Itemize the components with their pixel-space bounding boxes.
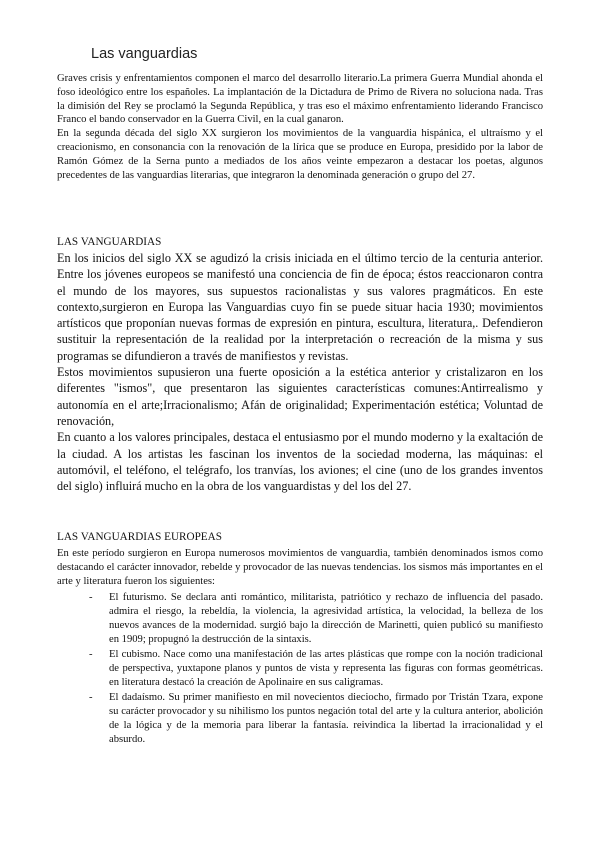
section-heading-vanguardias-europeas: LAS VANGUARDIAS EUROPEAS	[57, 531, 222, 543]
list-item-text: El dadaísmo. Su primer manifiesto en mil novecientos dieciocho, firmado por Tristán Tzara, expone su carácter provocador y su nihilismo los puntos negación total del arte y la cultura anterior, abolición de la lógica y de la memoria para liberar la fantasía. reivindica la libertad la irracionalidad y el absurdo.	[109, 692, 543, 745]
dash-bullet: -	[89, 692, 93, 703]
list-item	[57, 648, 543, 690]
vanguardias-europeas-intro-text: En este período surgieron en Europa numerosos movimientos de vanguardia, también denominados ismos como destacando el carácter innovador, rebelde y provocador de las nuevas tendencias. los sismos más importantes en el arte y literatura fueron los siguientes:	[57, 548, 543, 587]
intro-section	[57, 72, 543, 182]
list-item-text: El cubismo. Nace como una manifestación de las artes plásticas que rompe con la noción tradicional de perspectiva, yuxtapone planos y puntos de vista y representa las figuras con formas geométricas. en literatura destacó la creación de Apolinaire en sus caligramas.	[109, 649, 543, 688]
ismos-list	[57, 591, 543, 748]
intro-paragraph-2: En la segunda década del siglo XX surgieron los movimientos de la vanguardia hispánica, el ultraísmo y el creacionismo, en consonancia con la renovación de la lírica que se produce en Europa, presidido por la labor de Ramón Gómez de la Serna punto a mediados de los años veinte empezaron a destacar los poetas, algunos precedentes de las vanguardias literarias, que integraron la denominada generación o grupo del 27.	[57, 128, 543, 181]
vanguardias-europeas-intro	[57, 547, 543, 588]
list-item-text: El futurismo. Se declara anti romántico, militarista, patriótico y rechazo de influencia del pasado. admira el riesgo, la rebeldía, la violencia, la agresividad artística, la velocidad, la belleza de los nuevos avances de la modernidad. surgió bajo la dirección de Marinetti, quien publicó su manifiesto en 1909; propugnó la destrucción de la sintaxis.	[109, 592, 543, 645]
vanguardias-paragraph-3: En cuanto a los valores principales, destaca el entusiasmo por el mundo moderno y la exaltación de la ciudad. A los artistas les fascinan los inventos de la sociedad moderna, las máquinas: el automóvil, el teléfono, el telégrafo, los tranvías, los aviones; el cine (uno de los grandes inventos del siglo) influirá mucho en la obra de los vanguardistas y del los del 27.	[57, 430, 543, 494]
list-item	[57, 591, 543, 647]
dash-bullet: -	[89, 649, 93, 660]
section-vanguardias-body	[57, 250, 543, 494]
list-item	[57, 691, 543, 747]
dash-bullet: -	[89, 592, 93, 603]
vanguardias-paragraph-2: Estos movimientos supusieron una fuerte oposición a la estética anterior y cristalizaron en los diferentes "ismos", que presentaron las siguientes características comunes:Antirrealismo y autonomía en el arte;Irracionalismo; Afán de originalidad; Experimentación estética; Voluntad de renovación,	[57, 365, 543, 428]
section-heading-vanguardias: LAS VANGUARDIAS	[57, 236, 162, 248]
intro-paragraph-1: Graves crisis y enfrentamientos componen el marco del desarrollo literario.La primera Guerra Mundial ahonda el foso ideológico entre los españoles. La implantación de la Dictadura de Primo de Rivera no soluciona nada. Tras la dimisión del Rey se proclamó la Segunda República, y tras eso el máximo enfrentamiento liderando Francisco Franco el bando conservador en la Guerra Civil, en la cual ganaron.	[57, 73, 543, 126]
page-title: Las vanguardias	[91, 46, 198, 62]
vanguardias-paragraph-1: En los inicios del siglo XX se agudizó la crisis iniciada en el último tercio de la centuria anterior. Entre los jóvenes europeos se manifestó una conciencia de fin de época; éstos reaccionaron contra el mundo de los mayores, sus supuestos racionalistas y sus valores pragmáticos. En este contexto,surgieron en Europa las Vanguardias cuyo fin se puede situar hacia 1930; movimientos artísticos que proponían nuevas formas de expresión en pintura, escultura, literatura,. Defendieron sustituir la representación de la realidad por la interpretación o recreación de la misma y sus programas se difundieron a través de manifiestos y revistas.	[57, 251, 543, 363]
